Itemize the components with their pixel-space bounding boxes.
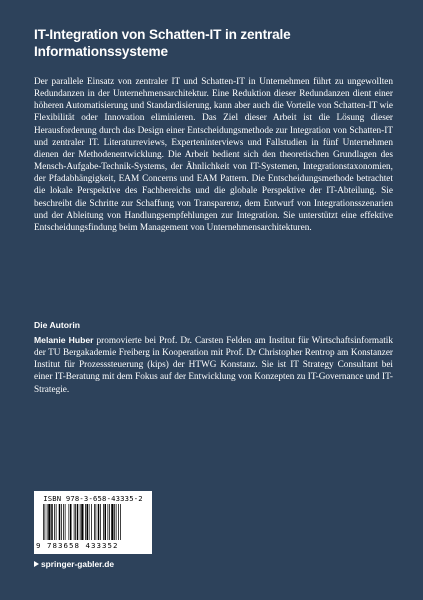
barcode-bar [77,504,79,540]
barcode-bar [120,504,121,540]
arrow-right-icon [34,561,39,567]
barcode-bar [105,504,107,540]
barcode-bar [94,504,95,540]
barcode-bar [100,504,101,540]
barcode-bar [54,504,55,540]
barcode-bar [91,504,92,540]
barcode-bar [80,504,81,540]
barcode-bar [74,504,75,540]
barcode-bar [45,504,46,540]
barcode-bar [56,504,57,540]
barcode-bar [70,504,72,540]
barcode-bar [98,504,100,540]
author-heading: Die Autorin [34,320,80,330]
barcode-bar [47,504,48,540]
barcode-bar [51,504,53,540]
barcode-bar [89,504,90,540]
barcode-bar [81,504,83,540]
barcode-bar [69,504,70,540]
barcode-bar [59,504,61,540]
abstract-text: Der parallele Einsatz von zentraler IT und Schatten-IT in Unternehmen führt zu ungewollten Redundanzen in der Unternehmensarchitektur. Eine Reduktion dieser Redundanzen dient einer höheren Automatisierung und Standardisierung, kann aber auch die Vorteile von Schatten-IT wie Flexibilität oder Innovation eliminieren. Das Ziel dieser Arbeit ist die Lösung dieser Herausforderung durch das Design einer Entscheidungsmethode zur Integration von Schatten-IT und zentraler IT. Literaturreviews, Experteninterviews und Fallstudien in fünf Unternehmen dienen der Methodenentwicklung. Die Arbeit bedient sich den theoretischen Grundlagen des Mensch-Aufgabe-Technik-Systems, der Ähnlichkeit von IT-Systemen, Integrationstaxonomien, der Pfadabhängigkeit, EAM Concerns und EAM Pattern. Die Entscheidungsmethode betrachtet die lokale Perspektive des Fachbereichs und die globale Perspektive der IT-Abteilung. Sie beschreibt die Schritte zur Schaffung von Transparenz, dem Entwurf von Integrationsszenarien und der Ableitung von Handlungsempfehlungen zur Integration. Sie unterstützt eine effektive Entscheidungsfindung beim Management von Unternehmensarchitekturen. [34,77,393,233]
author-bio [34,334,393,396]
barcode-bars [43,504,145,540]
isbn-barcode [34,491,152,554]
barcode-bar [85,504,86,540]
isbn-label: ISBN 978-3-658-43335-2 [43,494,143,503]
barcode-bar [61,504,62,540]
barcode-bar [103,504,104,540]
barcode-bar [63,504,64,540]
barcode-bar [108,504,109,540]
barcode-bar [109,504,110,540]
barcode-bar [111,504,113,540]
author-name: Melanie Huber [34,335,94,345]
ean-digits: 9 783658 433352 [36,541,119,550]
barcode-bar [48,504,50,540]
barcode-bar [43,504,44,540]
publisher-url: springer-gabler.de [41,559,115,569]
book-title: IT-Integration von Schatten-IT in zentrale Informationssysteme [34,27,291,59]
barcode-bar [96,504,97,540]
barcode-bar [116,504,117,540]
barcode-bar [75,504,76,540]
barcode-bar [114,504,115,540]
author-bio-text: promovierte bei Prof. Dr. Carsten Felden am Institut für Wirtschaftsinformatik der TU Bergakademie Freiberg in Kooperation mit Prof. Dr Christopher Rentrop am Konstanzer Institut für Prozesssteuerung (kips) der HTWG Konstanz. Sie ist IT Strategy Consultant bei einer IT-Beratung mit dem Fokus auf der Entwicklung von Konzepten zu IT-Governance und IT-Strategie. [34,336,393,395]
barcode-bar [65,504,66,540]
publisher-link[interactable] [34,559,114,569]
barcode-bar [87,504,89,540]
barcode-bar [118,504,119,540]
